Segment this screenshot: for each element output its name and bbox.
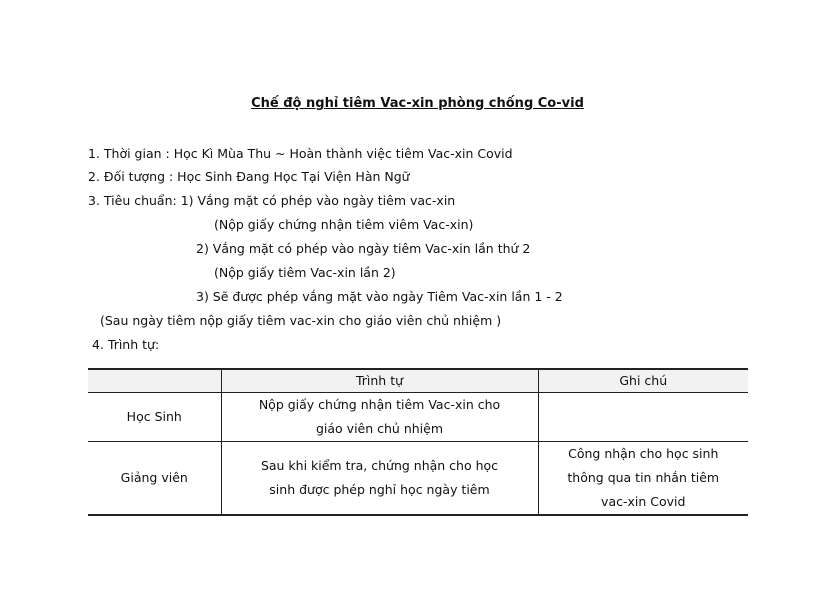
table-row (88, 442, 748, 516)
table-cell-role: Giảng viên (88, 442, 221, 516)
table-cell-notes (538, 393, 748, 442)
table-cell-role: Học Sinh (88, 393, 221, 442)
table-row (88, 393, 748, 442)
table-header-empty (88, 369, 221, 393)
criteria-3: 3) Sẽ được phép vắng mặt vào ngày Tiêm Vac-xin lần 1 - 2 (196, 289, 563, 304)
item-procedure: 4. Trình tự: (92, 337, 160, 352)
submission-note: (Sau ngày tiêm nộp giấy tiêm vac-xin cho giáo viên chủ nhiệm ) (100, 313, 502, 328)
item-time: 1. Thời gian : Học Kì Mùa Thu ~ Hoàn thành việc tiêm Vac-xin Covid (88, 146, 513, 161)
table-header-procedure: Trình tự (221, 369, 538, 393)
document-title: Chế độ nghỉ tiêm Vac-xin phòng chống Co-vid (251, 96, 584, 111)
item-criteria: 3. Tiêu chuẩn: 1) Vắng mặt có phép vào ngày tiêm vac-xin (88, 193, 456, 208)
criteria-2: 2) Vắng mặt có phép vào ngày tiêm Vac-xin lần thứ 2 (196, 241, 531, 256)
criteria-note-1: (Nộp giấy chứng nhận tiêm viêm Vac-xin) (214, 217, 474, 232)
table-cell-procedure: Nộp giấy chứng nhận tiêm Vac-xin cho giáo viên chủ nhiệm (221, 393, 538, 442)
table-cell-notes: Công nhận cho học sinh thông qua tin nhắn tiêm vac-xin Covid (538, 442, 748, 516)
criteria-note-2: (Nộp giấy tiêm Vac-xin lần 2) (214, 265, 396, 280)
item-target: 2. Đối tượng : Học Sinh Đang Học Tại Viện Hàn Ngữ (88, 169, 410, 184)
table-header-notes: Ghi chú (538, 369, 748, 393)
table-cell-procedure: Sau khi kiểm tra, chứng nhận cho học sinh được phép nghỉ học ngày tiêm (221, 442, 538, 516)
table-header-row (88, 369, 748, 393)
procedure-table (88, 368, 748, 516)
